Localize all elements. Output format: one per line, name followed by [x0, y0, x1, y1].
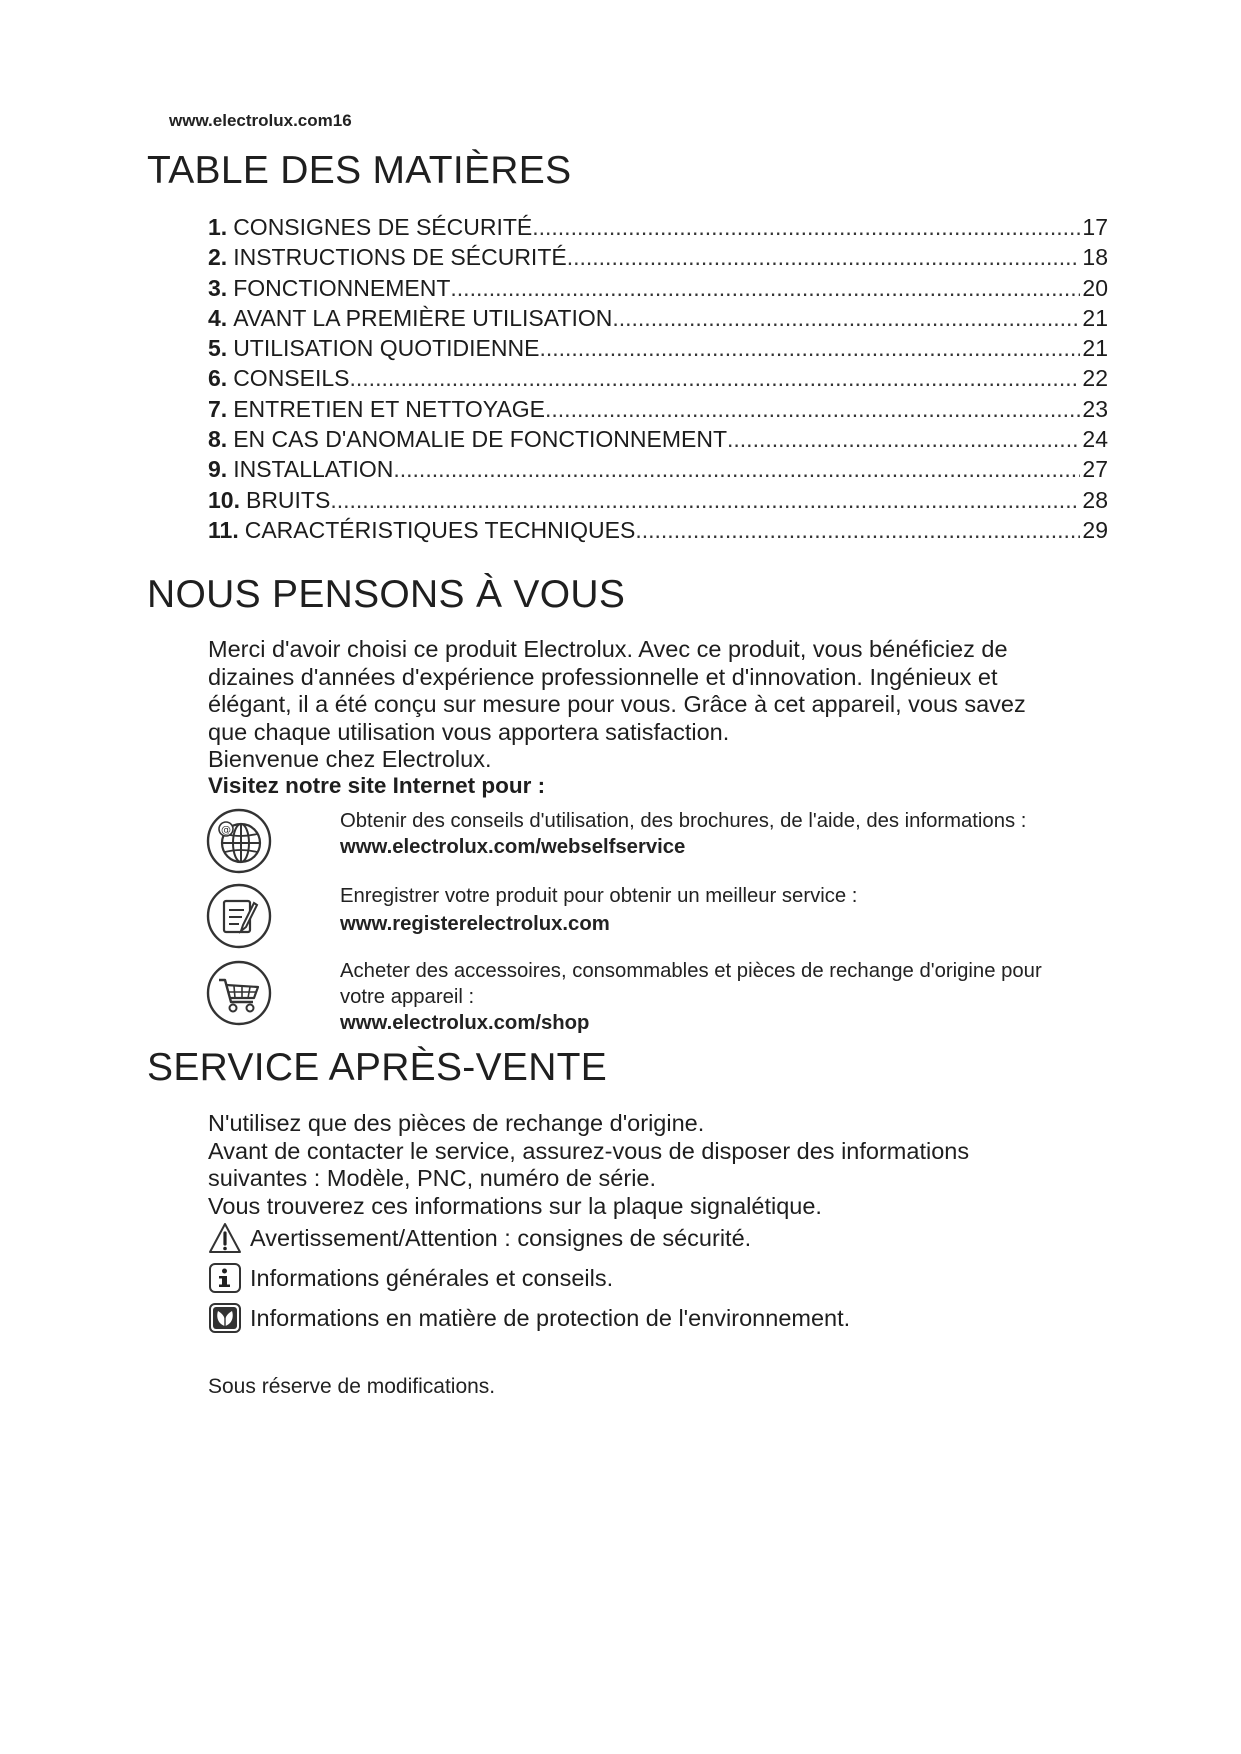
toc-entry[interactable]	[208, 212, 1108, 242]
service-line: N'utilisez que des pièces de rechange d'origine.	[208, 1110, 705, 1136]
toc-entry[interactable]	[208, 363, 1108, 393]
toc-entry-number: 3.	[208, 274, 228, 301]
toc-leader	[330, 485, 1080, 515]
info-icon	[208, 1262, 242, 1294]
globe-icon	[206, 808, 272, 874]
service-line: Vous trouverez ces informations sur la plaque signalétique.	[208, 1192, 822, 1219]
toc-entry[interactable]	[208, 242, 1108, 272]
service-description: Acheter des accessoires, consommables et pièces de rechange d'origine pour	[340, 960, 1042, 982]
toc-entry-label: CONSEILS	[233, 365, 350, 392]
toc-entry-label: FONCTIONNEMENT	[233, 274, 451, 301]
intro-line: dizaines d'années d'expérience professionnelle et d'innovation. Ingénieux et	[208, 663, 998, 690]
toc-entry-number: 2.	[208, 244, 228, 271]
cart-icon	[206, 960, 272, 1026]
toc-entry-label: CONSIGNES DE SÉCURITÉ	[233, 214, 533, 240]
toc-entry[interactable]	[208, 454, 1108, 484]
legend-info	[208, 1262, 613, 1294]
intro-line: que chaque utilisation vous apportera satisfaction.	[208, 718, 730, 745]
toc-entry-label: ENTRETIEN ET NETTOYAGE	[233, 395, 546, 422]
toc-entry-page: 29	[1082, 516, 1108, 543]
toc-leader	[539, 333, 1080, 363]
toc-entry-number: 11.	[208, 516, 239, 543]
intro-line: Merci d'avoir choisi ce produit Electrolux. Avec ce produit, vous bénéficiez de	[208, 636, 1008, 662]
toc-entry-label: BRUITS	[245, 486, 331, 513]
service-line: suivantes : Modèle, PNC, numéro de série.	[208, 1165, 657, 1192]
service-description: Obtenir des conseils d'utilisation, des brochures, de l'aide, des informations :	[340, 810, 1027, 832]
toc-entry-label: UTILISATION QUOTIDIENNE	[233, 335, 540, 362]
environment-icon	[208, 1302, 242, 1334]
toc-entry-label: CARACTÉRISTIQUES TECHNIQUES	[244, 516, 636, 543]
service-description: votre appareil :	[340, 986, 475, 1008]
toc-entry[interactable]	[208, 303, 1108, 333]
section-title-nous-pensons: NOUS PENSONS À VOUS	[147, 573, 626, 616]
toc-leader	[567, 242, 1081, 272]
toc-entry-number: 10.	[208, 486, 240, 513]
warning-icon	[208, 1222, 242, 1254]
legend-environment	[208, 1302, 850, 1334]
toc-entry-page: 23	[1082, 395, 1108, 422]
toc-leader	[635, 515, 1080, 545]
toc-entry-label: INSTALLATION	[233, 456, 394, 483]
toc-leader	[532, 212, 1080, 242]
shop-link[interactable]: www.electrolux.com/shop	[340, 1012, 590, 1034]
toc-entry[interactable]	[208, 394, 1108, 424]
toc-leader	[727, 424, 1080, 454]
service-description: Enregistrer votre produit pour obtenir un meilleur service :	[340, 885, 858, 907]
toc-title: TABLE DES MATIÈRES	[147, 149, 572, 192]
footnote: Sous réserve de modifications.	[208, 1375, 496, 1398]
toc-entry-page: 27	[1082, 456, 1108, 483]
webselfservice-link[interactable]: www.electrolux.com/webselfservice	[340, 836, 686, 858]
toc-entry[interactable]	[208, 273, 1108, 303]
visit-label: Visitez notre site Internet pour :	[208, 773, 546, 798]
toc-entry-page: 24	[1082, 426, 1108, 453]
toc-entry-page: 18	[1082, 244, 1108, 271]
toc-entry-page: 22	[1082, 365, 1108, 392]
toc-entry-number: 6.	[208, 365, 228, 392]
toc-entry-number: 1.	[208, 214, 228, 240]
toc-entry-page: 28	[1082, 486, 1108, 513]
toc-entry[interactable]	[208, 333, 1108, 363]
toc-entry-number: 5.	[208, 335, 228, 362]
toc-entry-number: 9.	[208, 456, 228, 483]
section-title-service-apres-vente: SERVICE APRÈS-VENTE	[147, 1046, 608, 1089]
site-url: www.electrolux.com16	[169, 111, 352, 130]
toc-entry[interactable]	[208, 515, 1108, 545]
toc-entry-page: 21	[1082, 335, 1108, 362]
register-icon	[206, 883, 272, 949]
toc-entry-number: 4.	[208, 304, 228, 331]
toc-entry-page: 21	[1082, 304, 1108, 331]
toc-entry-number: 8.	[208, 426, 228, 453]
toc-entry-label: AVANT LA PREMIÈRE UTILISATION	[233, 304, 613, 331]
toc-entry-label: INSTRUCTIONS DE SÉCURITÉ	[233, 244, 567, 271]
toc-entry-label: EN CAS D'ANOMALIE DE FONCTIONNEMENT	[233, 426, 728, 453]
intro-paragraph	[208, 636, 1108, 774]
toc-leader	[393, 454, 1080, 484]
toc-leader	[350, 363, 1081, 393]
toc-entry-page: 17	[1082, 214, 1108, 240]
toc-entry[interactable]	[208, 424, 1108, 454]
toc-entry-number: 7.	[208, 395, 228, 422]
legend-text: Avertissement/Attention : consignes de sécurité.	[250, 1224, 752, 1251]
toc-leader	[545, 394, 1080, 424]
toc-entry-page: 20	[1082, 274, 1108, 301]
intro-line: Bienvenue chez Electrolux.	[208, 746, 492, 773]
service-paragraph	[208, 1110, 1108, 1220]
table-of-contents	[208, 212, 1108, 545]
legend-text: Informations en matière de protection de l'environnement.	[250, 1304, 851, 1331]
toc-entry[interactable]	[208, 485, 1108, 515]
svg-text:@: @	[221, 825, 231, 836]
service-line: Avant de contacter le service, assurez-vous de disposer des informations	[208, 1137, 970, 1164]
legend-warning	[208, 1222, 751, 1254]
intro-line: élégant, il a été conçu sur mesure pour vous. Grâce à cet appareil, vous savez	[208, 691, 1026, 718]
register-link[interactable]: www.registerelectrolux.com	[340, 913, 610, 935]
toc-leader	[612, 303, 1080, 333]
legend-text: Informations générales et conseils.	[250, 1264, 614, 1291]
toc-leader	[450, 273, 1080, 303]
